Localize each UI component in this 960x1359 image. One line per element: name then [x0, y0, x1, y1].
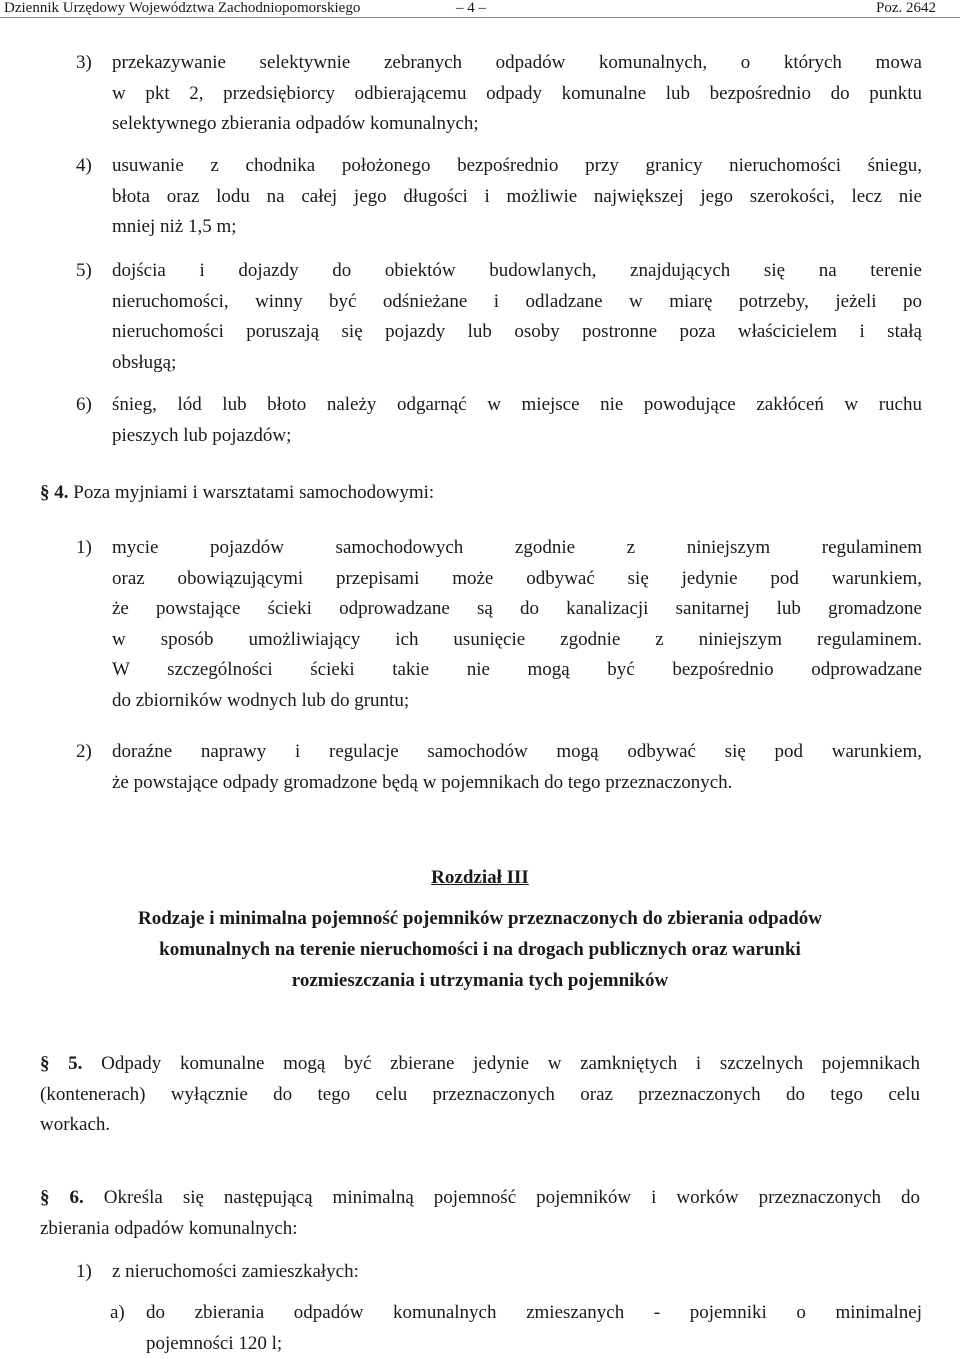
- item-line: mycie pojazdów samochodowych zgodnie z niniejszym regulaminem: [112, 533, 922, 564]
- item-line: że powstające ścieki odprowadzane są do kanalizacji sanitarnej lub gromadzone: [112, 594, 922, 625]
- item-line: nieruchomości poruszają się pojazdy lub osoby postronne poza właścicielem i stałą: [112, 317, 922, 348]
- section-text: Odpady komunalne mogą być zbierane jedynie w zamkniętych i szczelnych pojemnikach: [101, 1053, 920, 1074]
- item-line: w sposób umożliwiający ich usunięcie zgodnie z niniejszym regulaminem.: [112, 625, 922, 656]
- item-line: nieruchomości, winny być odśnieżane i odladzane w miarę potrzeby, jeżeli po: [112, 287, 922, 318]
- section-line: (kontenerach) wyłącznie do tego celu przeznaczonych oraz przeznaczonych do tego celu: [40, 1080, 920, 1111]
- chapter-subtitle-line-3: rozmieszczania i utrzymania tych pojemników: [40, 965, 920, 996]
- item-line: że powstające odpady gromadzone będą w pojemnikach do tego przeznaczonych.: [112, 768, 922, 799]
- item-line: błota oraz lodu na całej jego długości i możliwie największej jego szerokości, lecz nie: [112, 182, 922, 213]
- list-number: 3): [76, 48, 92, 79]
- item-line: do zbiorników wodnych lub do gruntu;: [112, 686, 922, 717]
- list-number: 5): [76, 256, 92, 287]
- chapter-title: Rozdział III: [40, 862, 920, 893]
- section-number: § 4.: [40, 482, 69, 503]
- section-text: Określa się następującą minimalną pojemność pojemników i worków przeznaczonych do: [104, 1187, 920, 1208]
- item-line: pieszych lub pojazdów;: [112, 421, 922, 452]
- section-4-heading: [40, 478, 920, 509]
- page-header: [0, 0, 960, 16]
- section-line: workach.: [40, 1110, 920, 1141]
- list-number: 4): [76, 151, 92, 182]
- item-line: do zbierania odpadów komunalnych zmieszanych - pojemniki o minimalnej: [146, 1298, 922, 1329]
- section-number: § 5.: [40, 1053, 82, 1074]
- item-line: w pkt 2, przedsiębiorcy odbierającemu odpady komunalne lub bezpośrednio do punktu: [112, 79, 922, 110]
- section-5-line-1: [40, 1049, 920, 1080]
- chapter-subtitle-line-2: komunalnych na terenie nieruchomości i na drogach publicznych oraz warunki: [40, 934, 920, 965]
- item-line: śnieg, lód lub błoto należy odgarnąć w miejsce nie powodujące zakłóceń w ruchu: [112, 390, 922, 421]
- chapter-subtitle-line-1: Rodzaje i minimalna pojemność pojemników przeznaczonych do zbierania odpadów: [40, 903, 920, 934]
- item-line: oraz obowiązującymi przepisami może odbywać się jedynie pod warunkiem,: [112, 564, 922, 595]
- header-divider: [0, 17, 960, 18]
- item-line: doraźne naprawy i regulacje samochodów mogą odbywać się pod warunkiem,: [112, 737, 922, 768]
- section-number: § 6.: [40, 1187, 84, 1208]
- position-number: Poz. 2642: [876, 0, 936, 16]
- item-line: mniej niż 1,5 m;: [112, 212, 922, 243]
- section-6-line-1: [40, 1183, 920, 1214]
- section-line: zbierania odpadów komunalnych:: [40, 1214, 920, 1245]
- item-line: usuwanie z chodnika położonego bezpośrednio przy granicy nieruchomości śniegu,: [112, 151, 922, 182]
- item-line: dojścia i dojazdy do obiektów budowlanych, znajdujących się na terenie: [112, 256, 922, 287]
- item-line: W szczególności ścieki takie nie mogą być bezpośrednio odprowadzane: [112, 655, 922, 686]
- section-text: Poza myjniami i warsztatami samochodowymi:: [73, 482, 434, 503]
- list-number: 1): [76, 1257, 92, 1288]
- item-line: obsługą;: [112, 348, 922, 379]
- list-number: 6): [76, 390, 92, 421]
- item-line: przekazywanie selektywnie zebranych odpadów komunalnych, o których mowa: [112, 48, 922, 79]
- list-number: 2): [76, 737, 92, 768]
- list-letter: a): [110, 1298, 125, 1329]
- item-line: selektywnego zbierania odpadów komunalnych;: [112, 109, 922, 140]
- journal-title: Dziennik Urzędowy Województwa Zachodniopomorskiego: [4, 0, 360, 16]
- list-number: 1): [76, 533, 92, 564]
- page-number: – 4 –: [456, 0, 486, 16]
- item-line: pojemności 120 l;: [146, 1329, 922, 1359]
- item-line: z nieruchomości zamieszkałych:: [112, 1257, 922, 1288]
